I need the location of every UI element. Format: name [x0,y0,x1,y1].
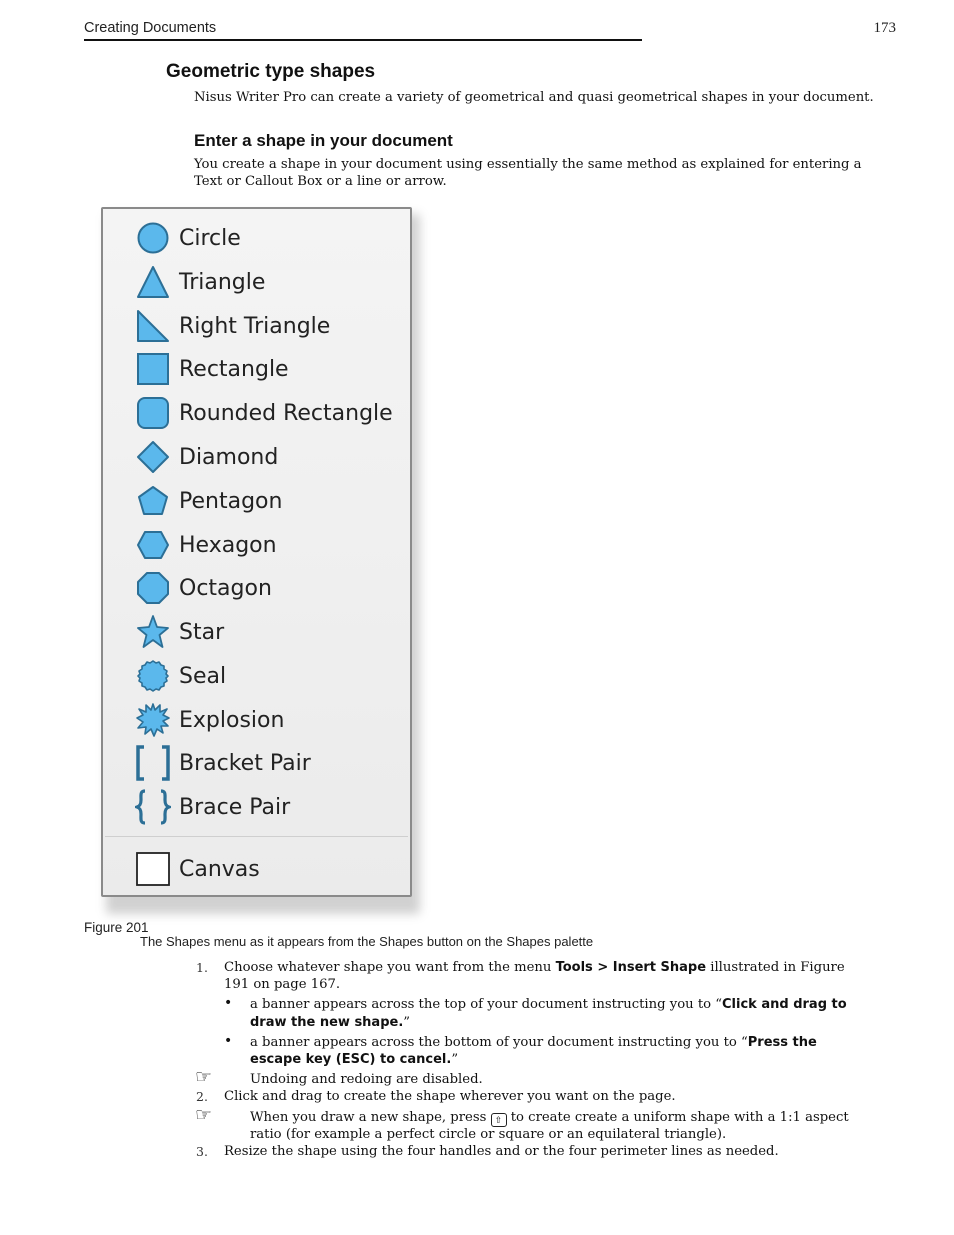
menu-item-label: Bracket Pair [179,750,311,776]
bullet: • [224,1033,233,1049]
menu-item-triangle[interactable] [135,262,405,302]
menu-item-label: Star [179,619,225,645]
triangle-icon [135,264,171,300]
menu-item-diamond[interactable] [135,437,405,477]
step-1-pre: Choose whatever shape you want from the menu [224,960,556,975]
shapes-menu [101,207,412,897]
menu-item-label: Seal [179,663,227,689]
header-rule [84,39,642,41]
bullet-1-line2 [250,1014,410,1031]
bullet-2-pre: a banner appears across the bottom of your document instructing you to “ [250,1035,748,1050]
step-number: 1. [196,960,208,975]
shift-key-icon: ⇧ [491,1113,507,1127]
menu-item-canvas[interactable] [135,849,405,889]
menu-item-label: Hexagon [179,532,277,558]
menu-separator [105,836,408,837]
menu-item-star[interactable] [135,612,405,652]
menu-item-label: Triangle [179,269,266,295]
menu-item-hexagon[interactable] [135,525,405,565]
menu-item-label: Diamond [179,444,279,470]
explosion-icon [135,702,171,738]
bullet-1-bold: Click and drag to [722,997,847,1012]
step-2-text: Click and drag to create the shape wherever you want on the page. [224,1089,676,1104]
section-heading: Geometric type shapes [166,61,376,82]
bullet-1-pre: a banner appears across the top of your document instructing you to “ [250,997,723,1012]
subsection-heading: Enter a shape in your document [194,131,453,150]
note-1: Undoing and redoing are disabled. [250,1072,483,1087]
step-1-text [224,959,845,976]
menu-item-brace-pair[interactable] [135,787,405,827]
bullet-2-bold: Press the [747,1035,817,1050]
page-number: 173 [873,20,896,36]
diamond-icon [135,439,171,475]
menu-item-label: Right Triangle [179,313,331,339]
bullet-1-bold2: draw the new shape. [250,1015,404,1030]
note-2-pre: When you draw a new shape, press [250,1110,491,1125]
canvas-icon [135,851,171,887]
right-triangle-icon [135,308,171,344]
menu-item-circle[interactable] [135,218,405,258]
menu-item-label: Pentagon [179,488,283,514]
rectangle-icon [135,351,171,387]
step-number: 3. [196,1144,208,1159]
menu-item-explosion[interactable] [135,700,405,740]
pointing-hand-icon: ☞ [195,1066,213,1088]
figure-number: Figure 201 [84,920,149,935]
step-number: 2. [196,1089,208,1104]
bullet-2-line2 [250,1051,458,1068]
bullet: • [224,995,233,1011]
menu-item-label: Rectangle [179,356,289,382]
bullet-2-bold2: escape key (ESC) to cancel. [250,1052,452,1067]
menu-item-rounded-rectangle[interactable] [135,393,405,433]
bullet-1-post: ” [403,1015,411,1030]
menu-item-bracket-pair[interactable] [135,743,405,783]
note-2-post: to create create a uniform shape with a 1:1 aspect [506,1110,849,1125]
menu-item-label: Rounded Rectangle [179,400,393,426]
note-2-line2: ratio (for example a perfect circle or square or an equilateral triangle). [250,1127,727,1142]
shape-entry-paragraph: You create a shape in your document using essentially the same method as explained for entering a Text or Callout Box or a line or arrow. [194,157,862,189]
intro-paragraph: Nisus Writer Pro can create a variety of geometrical and quasi geometrical shapes in your document. [194,90,874,105]
bullet-2-post: ” [451,1052,459,1067]
menu-item-label: Octagon [179,575,272,601]
star-icon [135,614,171,650]
pentagon-icon [135,483,171,519]
menu-item-label: Circle [179,225,241,251]
pointing-hand-icon: ☞ [195,1104,213,1126]
menu-path: Tools > Insert Shape [555,960,707,975]
bullet-2-text [250,1034,817,1051]
hexagon-icon [135,527,171,563]
step-1-post: illustrated in Figure [706,960,845,975]
seal-icon [135,658,171,694]
brace-pair-icon [135,789,171,825]
circle-icon [135,220,171,256]
step-3-text: Resize the shape using the four handles and or the four perimeter lines as needed. [224,1144,779,1159]
rounded-rectangle-icon [135,395,171,431]
menu-item-label: Explosion [179,707,285,733]
note-2 [250,1109,849,1127]
bullet-1-text [250,996,847,1013]
menu-item-label: Brace Pair [179,794,291,820]
menu-item-label: Canvas [179,856,260,882]
menu-item-pentagon[interactable] [135,481,405,521]
bracket-pair-icon [135,745,171,781]
menu-item-seal[interactable] [135,656,405,696]
menu-item-rectangle[interactable] [135,349,405,389]
menu-item-right-triangle[interactable] [135,306,405,346]
step-1-line2: 191 on page 167. [224,977,341,992]
running-header: Creating Documents [84,20,217,36]
figure-caption: The Shapes menu as it appears from the Shapes button on the Shapes palette [140,934,594,949]
menu-item-octagon[interactable] [135,568,405,608]
octagon-icon [135,570,171,606]
